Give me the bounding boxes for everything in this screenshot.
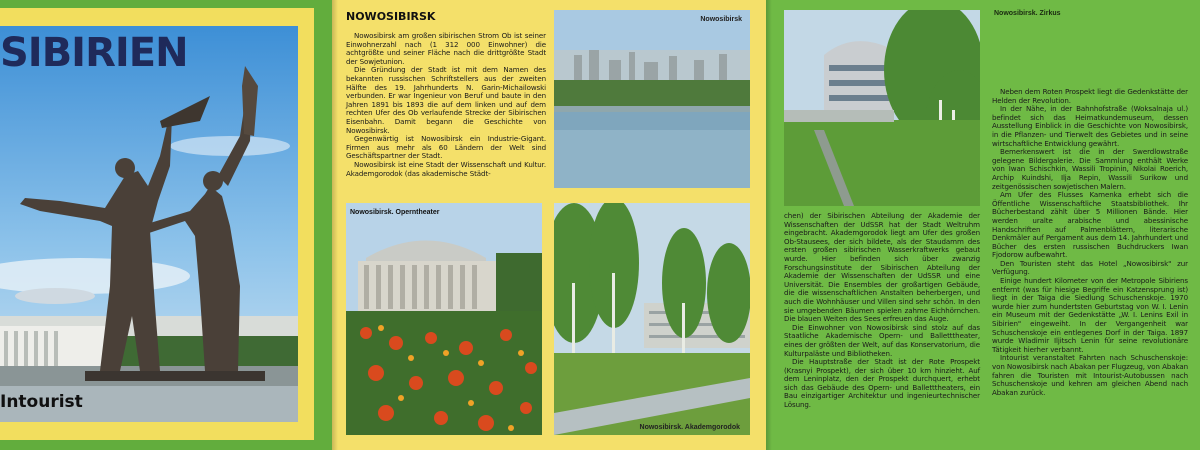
circus-image: [784, 10, 980, 206]
fold-shadow: [766, 0, 772, 450]
akademgorodok-image: [554, 203, 750, 435]
paragraph: Gegenwärtig ist Nowosibirsk ein Industrie-Gigant. Firmen aus mehr als 60 Ländern der Welt sind Geschäftspartner der Stadt.: [346, 134, 546, 161]
opera-theater-image: [346, 203, 542, 435]
left-column-text: [784, 212, 980, 410]
paragraph: Die Hauptstraße der Stadt ist der Rote Prospekt (Krasnyi Prospekt), der sich über 10 km hinzieht. Auf dem Leninplatz, den der Prospekt durchquert, erhebt sich das Gebäude des Opern- und Balletttheaters, ein Bau einzigartiger Architektur und ingenieurtechnischer Lösung.: [784, 357, 980, 410]
photo-label: Nowosibirsk. Operntheater: [350, 209, 440, 216]
paragraph: Am Ufer des Flusses Kamenka erhebt sich die Öffentliche Wissenschaftliche Staatsbibliothek. Ihr Bücherbestand zählt über 5 Millionen Bände. Hier werden uralte arabische und abessinische Handschriften auf Palmenblättern, literarische Denkmäler auf Pergament aus dem 14. Jahrhundert und Bücher des ersten russischen Buchdruckers Iwan Fjodorow aufbewahrt.: [992, 190, 1188, 260]
paragraph: Intourist veranstaltet Fahrten nach Schuschenskoje: von Nowosibirsk nach Abakan per Flugzeug, von Abakan fahren die Touristen mit Intourist-Autobussen nach Schuschenskoje und kehren am gleichen Abend nach Abakan zurück.: [992, 353, 1188, 397]
right-column-text: [992, 88, 1188, 397]
paragraph: Nowosibirsk ist eine Stadt der Wissenschaft und Kultur. Akademgorodok (das akademische Städt-: [346, 159, 546, 178]
page-3: [766, 0, 1200, 450]
paragraph: Einige hundert Kilometer von der Metropole Sibiriens entfernt (was für hiesige Begriffe ein Katzensprung ist) liegt in der Taiga die Siedlung Schuschenskoje. 1970 wurde hier zum hundertsten Geburtstag von W. I. Lenin ein Museum mit der Gedenkstätte „W. I. Lenins Exil in Sibirien" eingeweiht. In der Vergangenheit war Schuschenskoje ein entlegenes Dorf in der Taiga. 1897 wurde Wladimir Iljitsch Lenin für seine revolutionäre Tätigkeit hierher verbannt.: [992, 276, 1188, 354]
circus-photo: [784, 10, 980, 206]
city-skyline-image: [554, 10, 750, 188]
photo-label: Nowosibirsk. Zirkus: [994, 10, 1061, 17]
paragraph: Neben dem Roten Prospekt liegt die Gedenkstätte der Helden der Revolution.: [992, 87, 1188, 105]
intourist-logo: Intourist: [0, 392, 83, 412]
city-photo: [554, 10, 750, 188]
paragraph: chen) der Sibirischen Abteilung der Akademie der Wissenschaften der UdSSR hat der Stadt Weltruhm eingebracht. Akademgorodok liegt am Ufer des großen Ob-Stausees, der sich bildete, als der Staudamm des ersten großen sibirischen Wasserkraftwerks gebaut wurde. Hier befinden sich über zwanzig Forschungsinstitute der Sibirischen Abteilung der Akademie der Wissenschaften der UdSSR und eine Universität. Die Ensembles der großartigen Gebäude, die die wissenschaftlichen Anstalten beherbergen, und auch die Wohnhäuser und Villen sind sehr schön. In den sie umgebenden Bäumen spielen zahme Eichhörnchen. Die blauen Weiten des Sees erfreuen das Auge.: [784, 211, 980, 324]
opera-photo: [346, 203, 542, 435]
fold-shadow: [332, 0, 338, 450]
paragraph: Die Gründung der Stadt ist mit dem Namen des bekannten russischen Schriftstellers aus der zweiten Hälfte des 19. Jahrhunderts N. Garin-Michailowski verbunden. Er war Ingenieur von Beruf und baute in den Jahren 1891 bis 1893 die auf dem linken und auf dem rechten Ufer des Ob verlaufende Strecke der Sibirischen Eisenbahn. Damit begann die Geschichte von Nowosibirsk.: [346, 65, 546, 135]
akademgorodok-photo: [554, 203, 750, 435]
cover-title: SIBIRIEN: [0, 30, 188, 76]
photo-label: Nowosibirsk: [700, 16, 742, 23]
paragraph: Die Einwohner von Nowosibirsk sind stolz auf das Staatliche Akademische Opern- und Balletttheater, eines der größten der Welt, auf das Konservatorium, die Kulturpaläste und Bibliotheken.: [784, 322, 980, 358]
paragraph: Den Touristen steht das Hotel „Nowosibirsk" zur Verfügung.: [992, 258, 1188, 277]
paragraph: Bemerkenswert ist die in der Swerdlowstraße gelegene Bildergalerie. Die Sammlung enthält Werke von Iwan Schischkin, Wassili Tropinin, Nikolai Roerich, Archip Kuindshi, Ilja Repin, Wassili Surikow und zeitgenössischen sowjetischen Malern.: [992, 147, 1188, 191]
cover-photo: [0, 26, 298, 422]
paragraph: Nowosibirsk am großen sibirischen Strom Ob ist seiner Einwohnerzahl nach (1 312 000 Einwohner) die achtgrößte und seiner Fläche nach die drittgrößte Stadt der Sowjetunion.: [346, 31, 546, 66]
page-2: [332, 0, 766, 450]
photo-label: Nowosibirsk. Akademgorodok: [639, 424, 740, 431]
cover-panel: [0, 0, 332, 450]
paragraph: In der Nähe, in der Bahnhofstraße (Woksalnaja ul.) befindet sich das Heimatkundemuseum, dessen Ausstellung Einblick in die Geschichte von Nowosibirsk, in die Pflanzen- und Tierwelt des Gebietes und in seine wirtschaftliche Entwicklung gewährt.: [992, 104, 1188, 148]
intro-text: [346, 32, 546, 178]
page-heading: NOWOSIBIRSK: [346, 10, 436, 23]
monument-photo: [0, 26, 298, 422]
